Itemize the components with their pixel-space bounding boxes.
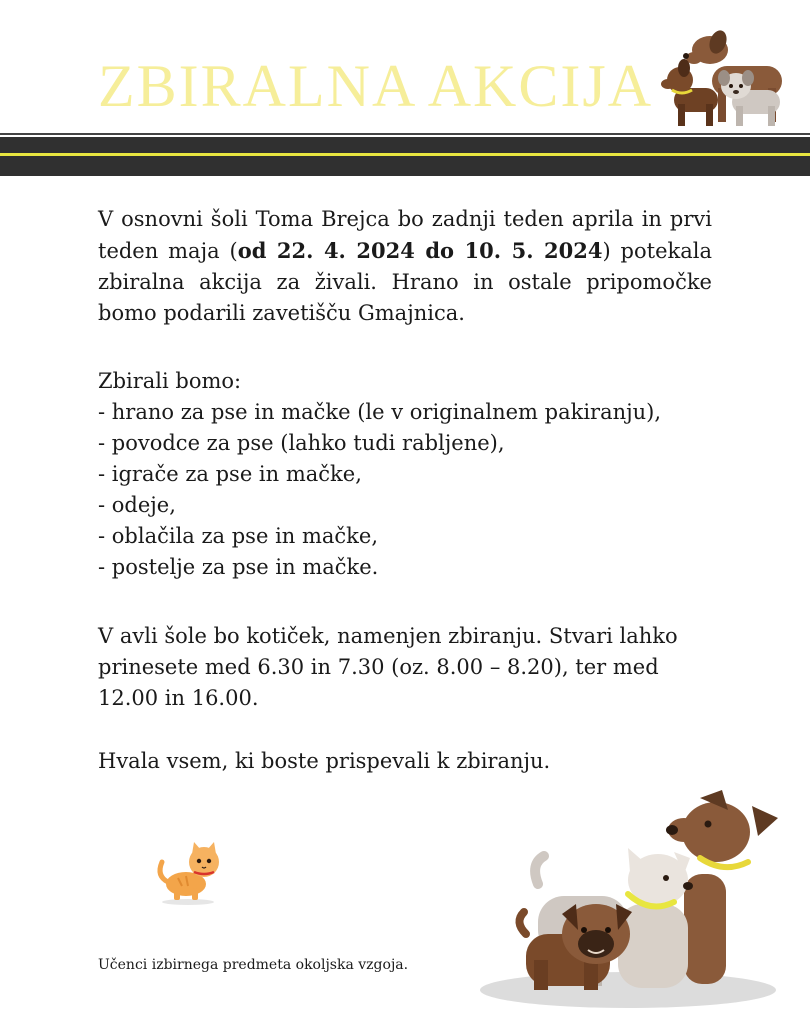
collection-list <box>98 397 661 583</box>
dogs-header-illustration <box>660 28 792 130</box>
poster-title: ZBIRALNA AKCIJA <box>98 53 654 119</box>
list-item: - hrano za pse in mačke (le v originalnem pakiranju), <box>98 400 662 424</box>
header-band <box>0 137 810 176</box>
collection-dates: od 22. 4. 2024 do 10. 5. 2024 <box>237 238 603 263</box>
list-item: - odeje, <box>98 493 176 517</box>
info-paragraph: V avli šole bo kotiček, namenjen zbiranju. Stvari lahko prinesete med 6.30 in 7.30 (oz. 8.00 – 8.20), ter med 12.00 in 16.00. <box>98 624 678 710</box>
cat-illustration <box>152 842 228 906</box>
header-rule <box>0 133 810 135</box>
list-item: - postelje za pse in mačke. <box>98 555 379 579</box>
footer-credit: Učenci izbirnega predmeta okoljska vzgoja. <box>98 957 409 973</box>
header-band-accent <box>0 153 810 156</box>
list-item: - oblačila za pse in mačke, <box>98 524 379 548</box>
list-item: - povodce za pse (lahko tudi rabljene), <box>98 431 505 455</box>
list-item: - igrače za pse in mačke, <box>98 462 362 486</box>
intro-paragraph: V osnovni šoli Toma Brejca bo zadnji teden aprila in prvi teden maja (od 22. 4. 2024 do 10. 5. 2024) potekala zbiralna akcija za živali. Hrano in ostale pripomočke bomo podarili zavetišču Gmajnica. <box>98 207 712 325</box>
thanks-paragraph: Hvala vsem, ki boste prispevali k zbiranju. <box>98 749 551 773</box>
dogs-group-illustration <box>478 784 782 1010</box>
collection-heading: Zbirali bomo: <box>98 369 242 393</box>
